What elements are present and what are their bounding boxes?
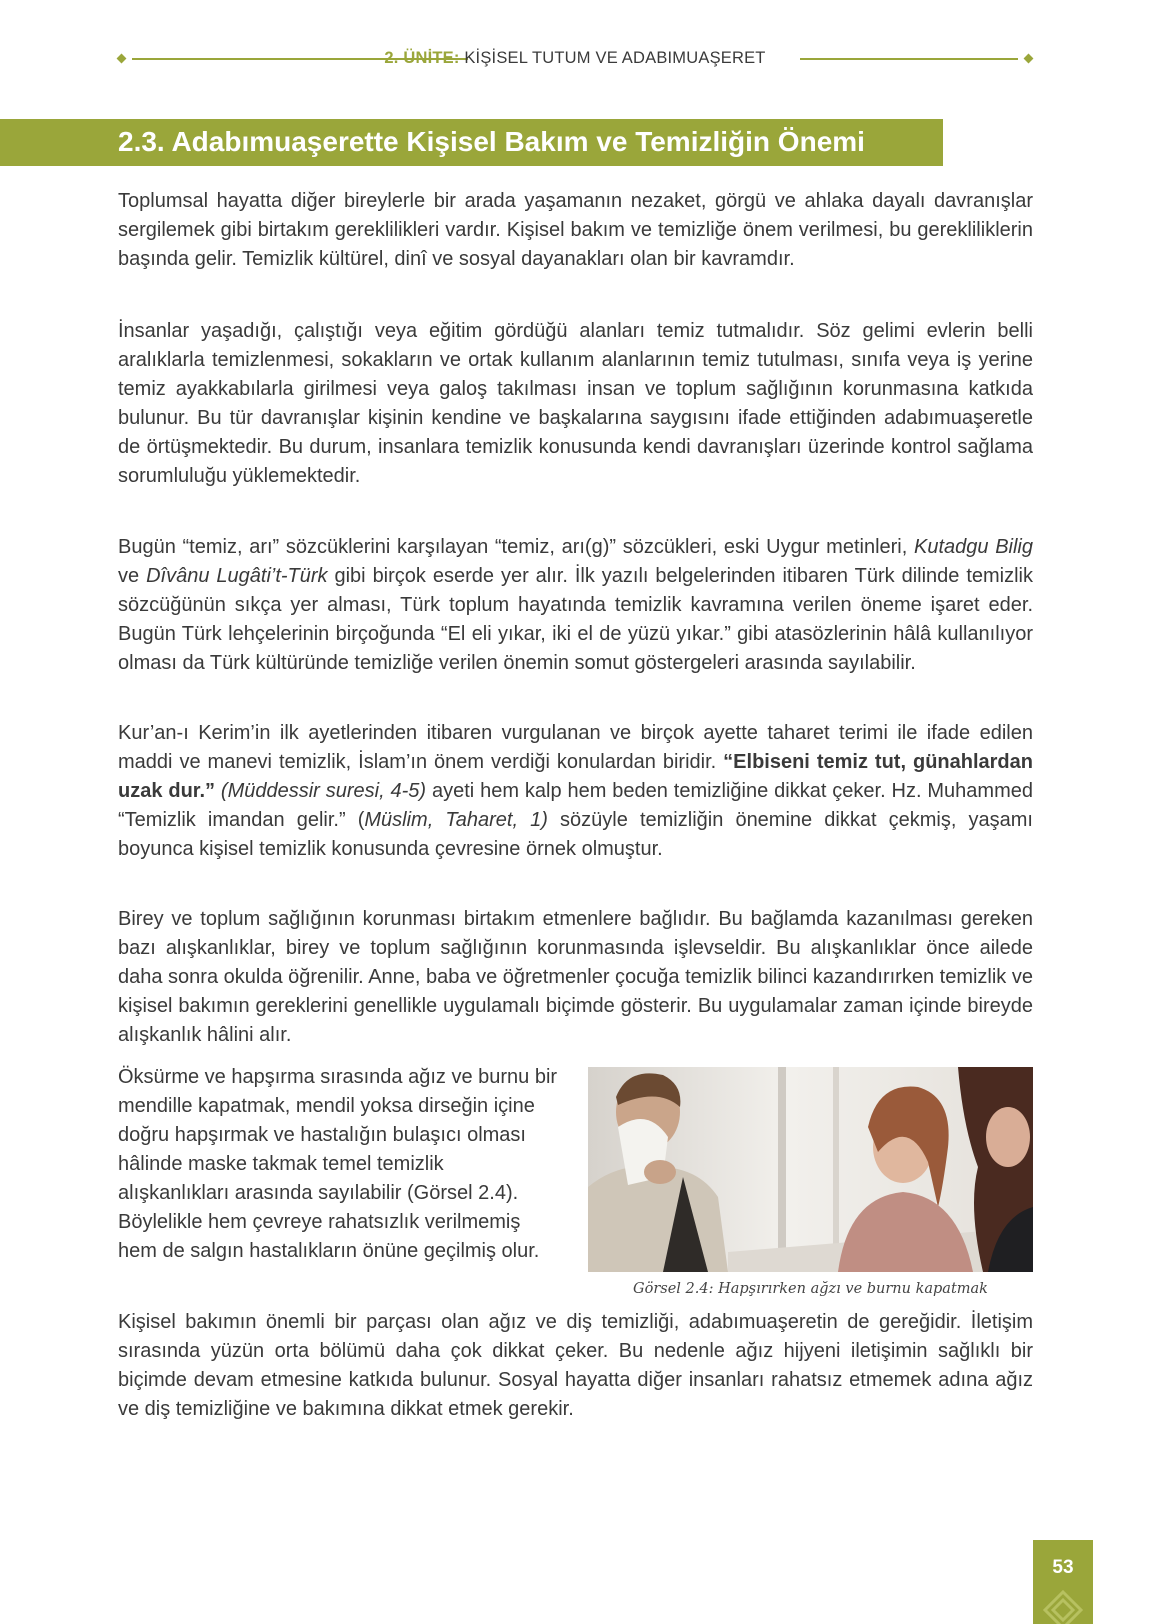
running-header xyxy=(118,40,1032,80)
paragraph-4 xyxy=(118,719,1033,864)
unit-title: KİŞİSEL TUTUM VE ADABIMUAŞERET xyxy=(464,49,766,67)
work-title-divanu-lugatit-turk: Dîvânu Lugâti’t-Türk xyxy=(146,565,328,587)
paragraph-4-text: Kur’an-ı Kerim’in ilk ayetlerinden itibaren vurgulanan ve birçok ayette taharet terimi ile ifade edilen maddi ve manevi temizlik, İslam’ın önem verdiği konulardan biridir. xyxy=(118,722,1033,773)
photo-sneezing-into-tissue xyxy=(588,1067,1033,1272)
ornament-icon xyxy=(1043,1590,1083,1624)
right-header-rule xyxy=(800,58,1018,60)
paragraph-3-text: gibi birçok eserde yer alır. İlk yazılı belgelerinden itibaren Türk dilinde temizlik sözcüğünün sıkça yer alması, Türk toplum hayatında temizlik kavramına verilen öneme işaret eder. Bugün Türk lehçelerinin birçoğunda “El eli yıkar, iki el de yüzü yıkar.” gibi atasözlerinin hâlâ kullanılıyor olması da Türk kültüründe temizliğe verilen önemin somut göstergeleri arasında sayılabilir. xyxy=(118,565,1034,674)
verse-reference: (Müddessir suresi, 4-5) xyxy=(220,780,427,802)
paragraph-1: Toplumsal hayatta diğer bireylerle bir arada yaşamanın nezaket, görgü ve ahlaka dayalı davranışlar sergilemek gibi birtakım gereklilikleri vardır. Kişisel bakım ve temizliğe önem verilmesi, bu gerekliliklerin başında gelir. Temizlik kültürel, dinî ve sosyal dayanakları olan bir kavramdır. xyxy=(118,190,1033,270)
paragraph-6: Öksürme ve hapşırma sırasında ağız ve burnu bir mendille kapatmak, mendil yoksa dirseğin içine doğru hapşırmak ve hastalığın bulaşıcı olması hâlinde maske takmak temel temizlik alışkanlıkları arasında sayılabilir (Görsel 2.4). Böylelikle hem çevreye rahatsızlık verilmemiş hem de salgın hastalıkların önüne geçilmiş olur. xyxy=(118,1066,558,1262)
paragraph-7: Kişisel bakımın önemli bir parçası olan ağız ve diş temizliği, adabımuaşeretin de gereğidir. İletişim sırasında yüzün orta bölümü daha çok dikkat çeker. Bu nedenle ağız hijyeni iletişimin sağlıklı bir biçimde devam etmesine katkıda bulunur. Sosyal hayatta diğer insanları rahatsız etmemek adına ağız ve diş temizliğine ve bakımına dikkat etmek gerekir. xyxy=(118,1311,1033,1420)
section-title: 2.3. Adabımuaşerette Kişisel Bakım ve Temizliğin Önemi xyxy=(118,126,865,157)
paragraph-2: İnsanlar yaşadığı, çalıştığı veya eğitim gördüğü alanları temiz tutmalıdır. Söz gelimi evlerin belli aralıklarla temizlenmesi, sokakların ve ortak kullanım alanlarının temiz tutulması, sınıfa veya iş yerine temiz ayakkabılarla girilmesi veya galoş takılması insan ve toplum sağlığının korunmasına katkıda bulunur. Bu tür davranışlar kişinin kendine ve başkalarına saygısını ifade ettiğinden adabımuaşeretle de örtüşmektedir. Bu durum, insanlara temizlik konusunda kendi davranışları üzerinde kontrol sağlama sorumluluğu yüklemektedir. xyxy=(118,320,1033,487)
work-title-kutadgu-bilig: Kutadgu Bilig xyxy=(914,536,1033,558)
page-number: 53 xyxy=(1052,1557,1074,1578)
paragraph-3-text: ve xyxy=(118,565,147,587)
unit-label: 2. ÜNİTE: xyxy=(384,49,460,67)
figure-caption: Görsel 2.4: Hapşırırken ağzı ve burnu kapatmak xyxy=(633,1281,988,1297)
page-number-tab xyxy=(1033,1540,1093,1624)
paragraph-3 xyxy=(118,533,1033,678)
hadith-reference: Müslim, Taharet, 1) xyxy=(364,809,548,831)
paragraph-5: Birey ve toplum sağlığının korunması birtakım etmenlere bağlıdır. Bu bağlamda kazanılması gereken bazı alışkanlıklar, birey ve toplum sağlığının korunmasında işlevseldir. Bu alışkanlıklar önce ailede daha sonra okulda öğrenilir. Anne, baba ve öğretmenler çocuğa temizlik bilinci kazandırırken temizlik ve kişisel bakımın gereklerini genellikle uygulamalı biçimde gösterir. Bu uygulamalar zaman içinde bireyde alışkanlık hâlini alır. xyxy=(118,908,1033,1046)
verse-quote: “Elbiseni temiz tut, günahlardan uzak dur.” xyxy=(118,751,1033,802)
paragraph-3-text: Bugün “temiz, arı” sözcüklerini karşılayan “temiz, arı(g)” sözcükleri, eski Uygur metinleri, xyxy=(118,536,914,558)
paragraph-4-text: ayeti hem kalp hem beden temizliğine dikkat çeker. Hz. Muhammed “Temizlik imandan gelir.” ( xyxy=(118,780,1033,831)
paragraph-4-text: sözüyle temizliğin önemine dikkat çekmiş, yaşamı boyunca kişisel temizlik konusunda çevresine örnek olmuştur. xyxy=(118,809,1033,860)
